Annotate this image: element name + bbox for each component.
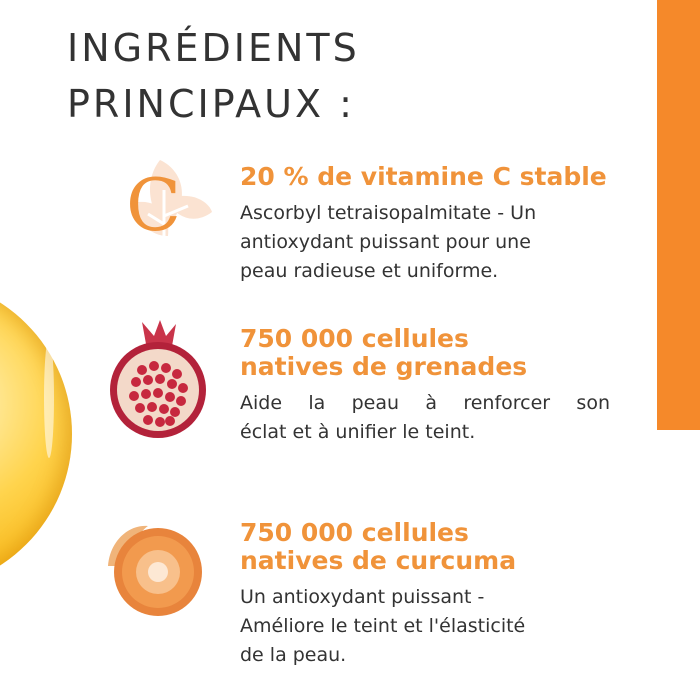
ingredient-title-line: 750 000 cellules (240, 518, 469, 547)
turmeric-slice-icon (102, 520, 210, 620)
ingredient-turmeric (240, 519, 610, 670)
orange-accent-bar (657, 0, 700, 430)
ingredient-description (240, 389, 610, 447)
ingredient-description (240, 199, 610, 286)
ingredient-title-line: 20 % de vitamine C stable (240, 162, 607, 191)
page-title-line-1: INGRÉDIENTS (67, 26, 360, 70)
vitamin-c-letter: C (126, 163, 182, 247)
ingredient-title (240, 325, 610, 381)
ingredient-desc-line: Un antioxydant puissant - (240, 586, 485, 608)
pomegranate-icon (102, 318, 214, 438)
ingredient-desc-line: peau radieuse et uniforme. (240, 260, 499, 282)
ingredient-desc-line: Ascorbyl tetraisopalmitate - Un (240, 202, 537, 224)
oil-drop-image (0, 278, 72, 590)
ingredient-title (240, 519, 610, 575)
page-title (67, 20, 360, 132)
ingredient-desc-line: Aide la peau à renforcer son (240, 392, 610, 414)
ingredient-title-line: natives de grenades (240, 352, 528, 381)
ingredient-vitamin-c (240, 163, 610, 286)
ingredient-desc-line: de la peau. (240, 644, 347, 666)
ingredient-title-line: natives de curcuma (240, 546, 517, 575)
ingredient-pomegranate (240, 325, 610, 447)
ingredient-desc-line: Améliore le teint et l'élasticité (240, 615, 526, 637)
ingredient-title-line: 750 000 cellules (240, 324, 469, 353)
ingredient-description (240, 583, 610, 670)
ingredient-desc-line: éclat et à unifier le teint. (240, 421, 476, 443)
ingredient-desc-line: antioxydant puissant pour une (240, 231, 531, 253)
vitamin-c-leaf-icon (108, 150, 218, 250)
page-title-line-2: PRINCIPAUX : (67, 82, 355, 126)
ingredient-title (240, 163, 610, 191)
